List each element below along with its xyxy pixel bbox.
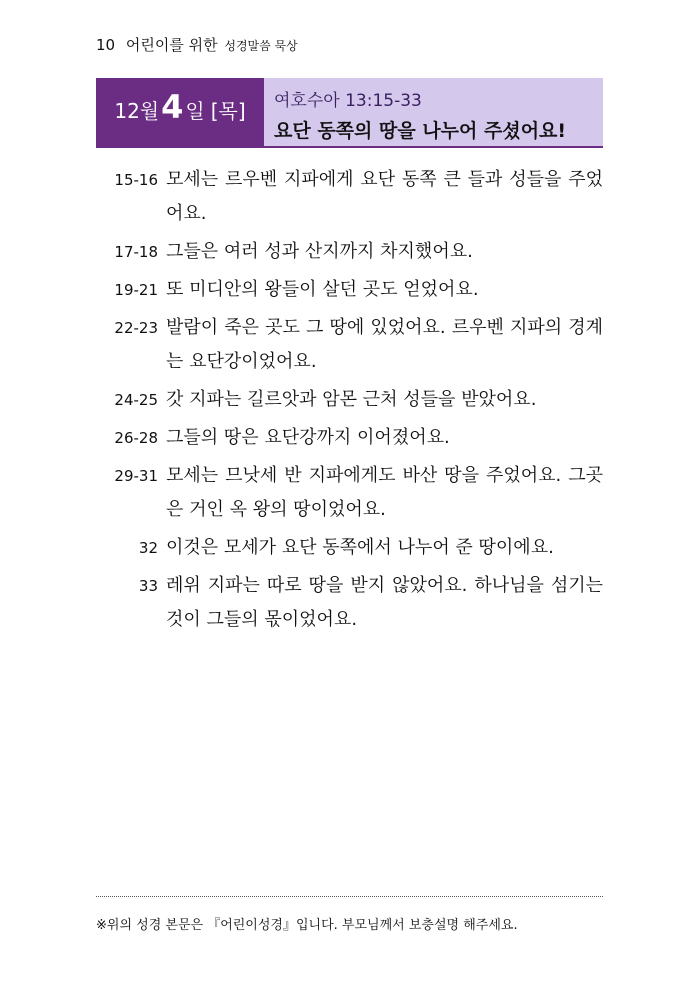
verse-text: 레위 지파는 따로 땅을 받지 않았어요. 하나님을 섬기는 것이 그들의 몫이었어요. — [166, 575, 603, 630]
verse-text: 모세는 르우벤 지파에게 요단 동쪽 큰 들과 성들을 주었어요. — [166, 169, 603, 224]
verse-number: 19-21 — [114, 281, 158, 299]
verse-item — [96, 383, 603, 417]
verse-item — [96, 235, 603, 269]
verse-item — [96, 273, 603, 307]
verse-number: 22-23 — [114, 319, 158, 337]
verse-number: 33 — [138, 577, 158, 595]
verse-number: 32 — [138, 539, 158, 557]
date-title-banner — [96, 78, 603, 146]
date-month: 12월 — [114, 99, 160, 123]
title-box — [264, 78, 603, 146]
running-header — [96, 34, 298, 55]
verse-item — [96, 163, 603, 231]
verse-text: 그들은 여러 성과 산지까지 차지했어요. — [166, 241, 473, 262]
verse-list — [96, 163, 603, 641]
scripture-reference: 여호수아 13:15-33 — [274, 91, 422, 111]
banner-underline — [96, 146, 603, 148]
lesson-title: 요단 동쪽의 땅을 나누어 주셨어요! — [274, 120, 567, 142]
page-number: 10 — [96, 36, 116, 54]
verse-text: 또 미디안의 왕들이 살던 곳도 얻었어요. — [166, 279, 479, 300]
verse-number: 17-18 — [114, 243, 158, 261]
date-weekday: [목] — [210, 99, 246, 123]
verse-text: 갓 지파는 길르앗과 암몬 근처 성들을 받았어요. — [166, 389, 537, 410]
verse-number: 26-28 — [114, 429, 158, 447]
verse-item — [96, 569, 603, 637]
footnote-divider — [96, 896, 603, 897]
verse-number: 15-16 — [114, 171, 158, 189]
date-day: 4 — [161, 88, 184, 126]
verse-item — [96, 421, 603, 455]
verse-text: 모세는 므낫세 반 지파에게도 바산 땅을 주었어요. 그곳은 거인 옥 왕의 땅이었어요. — [166, 465, 603, 520]
verse-text: 그들의 땅은 요단강까지 이어졌어요. — [166, 427, 450, 448]
book-subtitle: 성경말씀 묵상 — [224, 39, 298, 53]
verse-item — [96, 311, 603, 379]
verse-number: 29-31 — [114, 467, 158, 485]
verse-item — [96, 459, 603, 527]
verse-item — [96, 531, 603, 565]
verse-text: 발람이 죽은 곳도 그 땅에 있었어요. 르우벤 지파의 경계는 요단강이었어요. — [166, 317, 603, 372]
verse-number: 24-25 — [114, 391, 158, 409]
date-box — [96, 78, 264, 146]
footnote: ※위의 성경 본문은 『어린이성경』입니다. 부모님께서 보충설명 해주세요. — [96, 918, 518, 933]
verse-text: 이것은 모세가 요단 동쪽에서 나누어 준 땅이에요. — [166, 537, 554, 558]
book-title: 어린이를 위한 — [125, 36, 218, 54]
date-day-suffix: 일 — [185, 99, 205, 123]
